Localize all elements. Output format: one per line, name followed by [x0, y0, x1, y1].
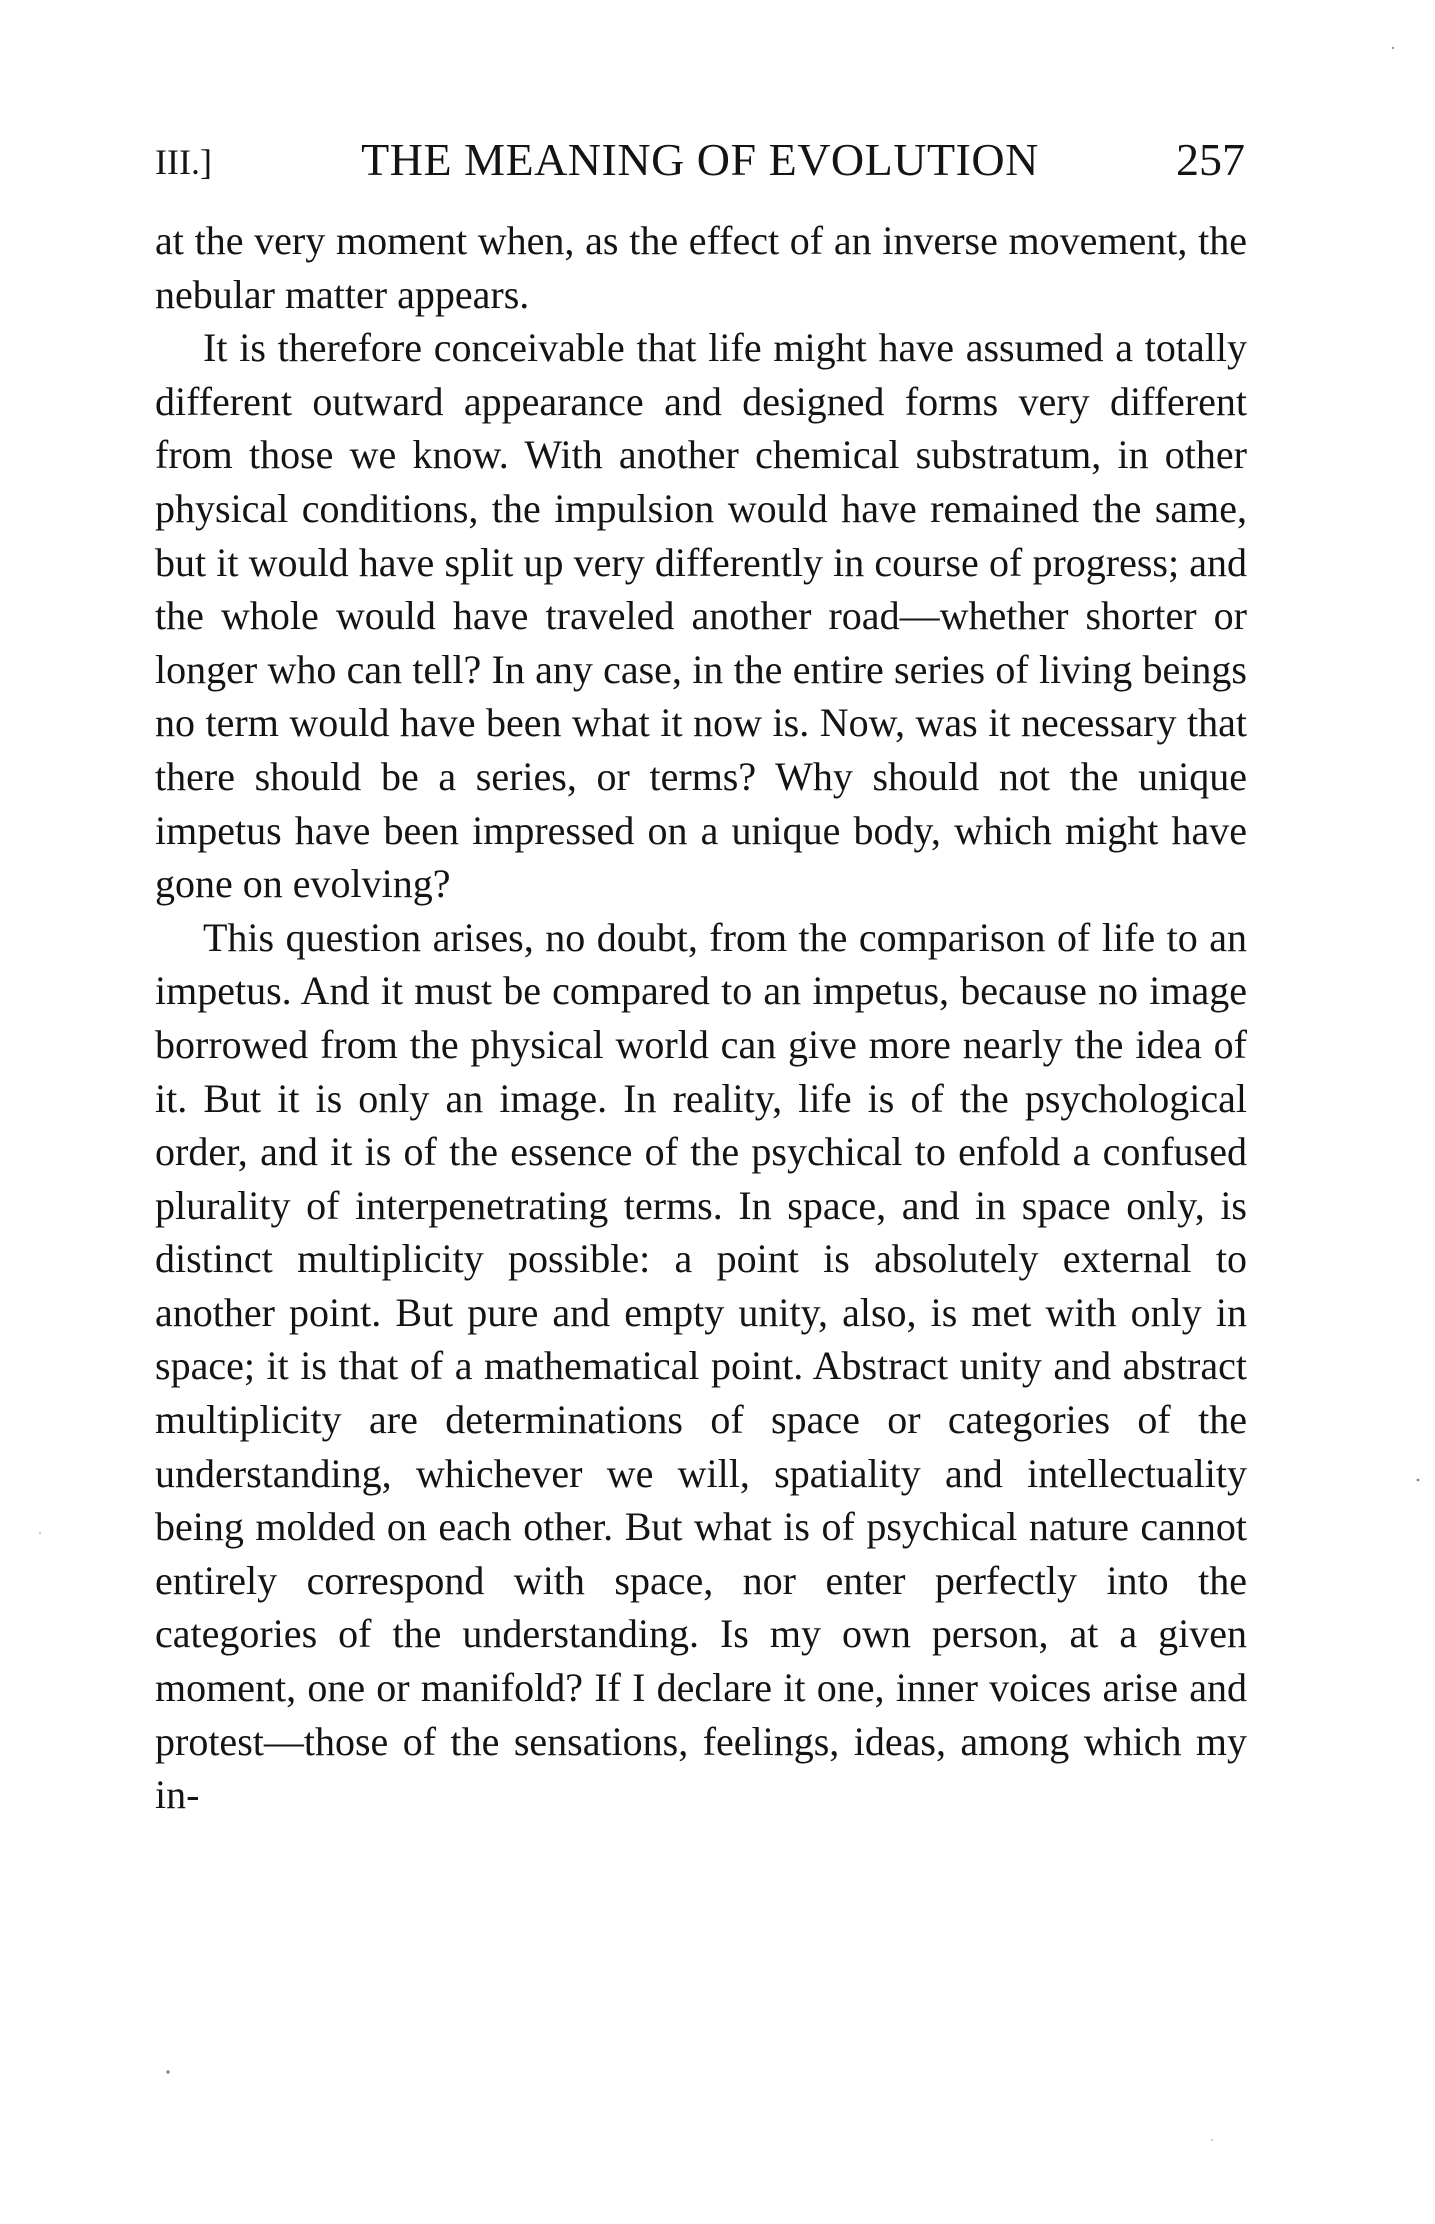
page-title: THE MEANING OF EVOLUTION — [361, 134, 1039, 185]
body-text — [155, 214, 1247, 1822]
paragraph: It is therefore conceivable that life might have assumed a totally different outward appearance and designed forms very different from those we know. With another chemical substratum, in other physical conditions, the impulsion would have remained the same, but it would have split up very differently in course of progress; and the whole would have traveled another road—whether shorter or longer who can tell? In any case, in the entire series of living beings no term would have been what it now is. Now, was it necessary that there should be a series, or terms? Why should not the unique impetus have been impressed on a unique body, which might have gone on evolving? — [155, 325, 1247, 907]
page-number: 257 — [1176, 134, 1245, 185]
paragraph: This question arises, no doubt, from the comparison of life to an impetus. And it must be compared to an impetus, because no image borrowed from the physical world can give more nearly the idea of it. But it is only an image. In reality, life is of the psychological order, and it is of the essence of the psychical to enfold a confused plurality of interpenetrating terms. In space, and in space only, is distinct multiplicity possible: a point is absolutely external to another point. But pure and empty unity, also, is met with only in space; it is that of a mathematical point. Abstract unity and abstract multiplicity are determinations of space or categories of the understanding, whichever we will, spatiality and intellectuality being molded on each other. But what is of psychical nature cannot entirely correspond with space, nor enter perfectly into the categories of the understanding. Is my own person, at a given moment, one or manifold? If I declare it one, inner voices arise and protest—those of the sensations, feelings, ideas, among which my in- — [155, 914, 1247, 1818]
running-head — [155, 130, 1245, 190]
paragraph-continued: at the very moment when, as the effect of an inverse movement, the nebular matter appears. — [155, 218, 1247, 317]
chapter-number: III.] — [155, 142, 212, 182]
